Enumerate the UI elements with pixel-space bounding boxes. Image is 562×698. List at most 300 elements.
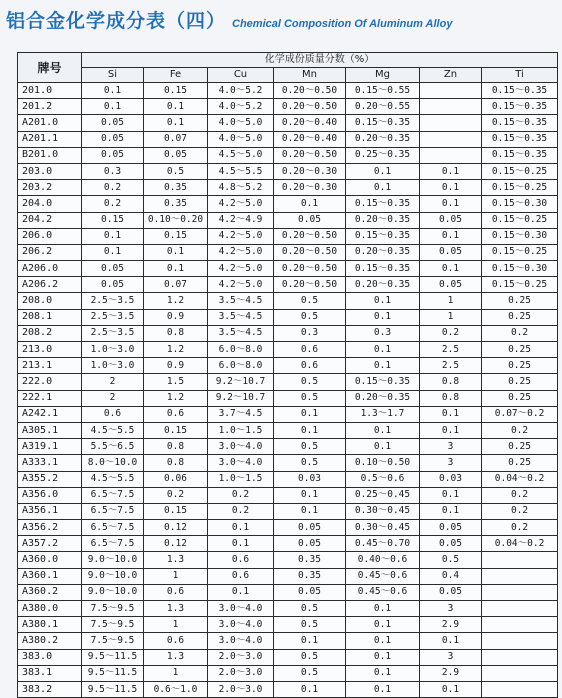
cell-cu: 2.0～3.0 — [208, 681, 274, 697]
cell-mg: 0.40～0.6 — [346, 552, 420, 568]
cell-mg: 0.20～0.55 — [346, 99, 420, 115]
table-row — [18, 455, 558, 471]
cell-cu: 4.2～4.9 — [208, 212, 274, 228]
cell-fe: 1.3 — [144, 649, 208, 665]
cell-si: 0.05 — [82, 261, 144, 277]
cell-zn: 0.1 — [420, 487, 482, 503]
cell-ti: 0.25 — [482, 358, 558, 374]
cell-mg: 0.1 — [346, 681, 420, 697]
cell-fe: 0.8 — [144, 439, 208, 455]
cell-fe: 0.15 — [144, 422, 208, 438]
cell-zn — [420, 115, 482, 131]
cell-mg: 0.20～0.35 — [346, 131, 420, 147]
cell-mg: 0.20～0.35 — [346, 244, 420, 260]
cell-mg: 0.20～0.35 — [346, 390, 420, 406]
page-title: 铝合金化学成分表（四） — [6, 10, 227, 32]
cell-ti: 0.15～0.25 — [482, 244, 558, 260]
cell-si: 2.5～3.5 — [82, 293, 144, 309]
column-header-mn: Mn — [274, 68, 346, 83]
table-row — [18, 358, 558, 374]
cell-zn: 0.05 — [420, 584, 482, 600]
cell-grade: 383.0 — [18, 649, 82, 665]
cell-cu: 4.2～5.0 — [208, 261, 274, 277]
cell-mg: 0.30～0.45 — [346, 503, 420, 519]
cell-ti: 0.2 — [482, 325, 558, 341]
cell-grade: A360.1 — [18, 568, 82, 584]
cell-grade: A206.2 — [18, 277, 82, 293]
cell-mn: 0.6 — [274, 358, 346, 374]
cell-si: 0.2 — [82, 180, 144, 196]
cell-fe: 1.2 — [144, 342, 208, 358]
cell-fe: 0.35 — [144, 180, 208, 196]
cell-zn: 0.05 — [420, 536, 482, 552]
cell-mg: 0.1 — [346, 309, 420, 325]
table-row — [18, 503, 558, 519]
cell-mn: 0.20～0.50 — [274, 277, 346, 293]
cell-mn: 0.5 — [274, 309, 346, 325]
cell-ti: 0.15～0.35 — [482, 131, 558, 147]
cell-si: 2.5～3.5 — [82, 325, 144, 341]
cell-mn: 0.05 — [274, 536, 346, 552]
cell-mn: 0.1 — [274, 487, 346, 503]
cell-si: 6.5～7.5 — [82, 503, 144, 519]
cell-grade: A360.0 — [18, 552, 82, 568]
cell-cu: 3.0～4.0 — [208, 601, 274, 617]
cell-mn: 0.1 — [274, 503, 346, 519]
table-row — [18, 131, 558, 147]
cell-mn: 0.1 — [274, 406, 346, 422]
cell-cu: 6.0～8.0 — [208, 358, 274, 374]
cell-cu: 4.0～5.0 — [208, 131, 274, 147]
cell-si: 7.5～9.5 — [82, 617, 144, 633]
cell-mg: 0.1 — [346, 293, 420, 309]
cell-si: 6.5～7.5 — [82, 520, 144, 536]
cell-zn: 0.05 — [420, 244, 482, 260]
table-row — [18, 665, 558, 681]
cell-mg: 0.45～0.6 — [346, 568, 420, 584]
cell-ti — [482, 568, 558, 584]
cell-mn: 0.5 — [274, 390, 346, 406]
cell-cu: 0.6 — [208, 568, 274, 584]
cell-ti — [482, 584, 558, 600]
cell-grade: A360.2 — [18, 584, 82, 600]
column-header-cu: Cu — [208, 68, 274, 83]
cell-grade: 383.2 — [18, 681, 82, 697]
cell-grade: 222.0 — [18, 374, 82, 390]
cell-si: 2.5～3.5 — [82, 309, 144, 325]
cell-cu: 4.2～5.0 — [208, 277, 274, 293]
cell-mn: 0.20～0.50 — [274, 244, 346, 260]
table-row — [18, 633, 558, 649]
table-row — [18, 552, 558, 568]
cell-cu: 3.5～4.5 — [208, 325, 274, 341]
cell-zn: 0.8 — [420, 390, 482, 406]
cell-fe: 1 — [144, 665, 208, 681]
cell-mg: 0.1 — [346, 358, 420, 374]
cell-mg: 0.15～0.35 — [346, 228, 420, 244]
cell-mg: 0.30～0.45 — [346, 520, 420, 536]
cell-mg: 0.1 — [346, 633, 420, 649]
table-row — [18, 681, 558, 697]
cell-zn: 1 — [420, 293, 482, 309]
table-row — [18, 536, 558, 552]
cell-cu: 9.2～10.7 — [208, 390, 274, 406]
cell-si: 0.05 — [82, 147, 144, 163]
cell-mn: 0.03 — [274, 471, 346, 487]
table-row — [18, 261, 558, 277]
cell-mn: 0.5 — [274, 665, 346, 681]
cell-si: 9.5～11.5 — [82, 649, 144, 665]
cell-zn: 3 — [420, 439, 482, 455]
cell-grade: 203.2 — [18, 180, 82, 196]
cell-zn: 0.1 — [420, 422, 482, 438]
table-row — [18, 471, 558, 487]
cell-si: 2 — [82, 374, 144, 390]
cell-fe: 0.5 — [144, 163, 208, 179]
cell-grade: 204.0 — [18, 196, 82, 212]
cell-fe: 0.1 — [144, 99, 208, 115]
cell-cu: 4.0～5.2 — [208, 83, 274, 99]
column-header-mg: Mg — [346, 68, 420, 83]
cell-ti: 0.25 — [482, 439, 558, 455]
cell-grade: 208.1 — [18, 309, 82, 325]
cell-ti: 0.15～0.30 — [482, 196, 558, 212]
cell-grade: 204.2 — [18, 212, 82, 228]
cell-ti: 0.15～0.30 — [482, 261, 558, 277]
cell-mn: 0.5 — [274, 649, 346, 665]
cell-cu: 0.1 — [208, 584, 274, 600]
cell-mn: 0.5 — [274, 617, 346, 633]
cell-grade: A356.2 — [18, 520, 82, 536]
cell-mg: 0.1 — [346, 665, 420, 681]
cell-cu: 2.0～3.0 — [208, 649, 274, 665]
page-subtitle-en: Chemical Composition Of Aluminum Alloy — [232, 18, 453, 30]
cell-mg: 0.20～0.35 — [346, 277, 420, 293]
cell-fe: 0.35 — [144, 196, 208, 212]
cell-mn: 0.20～0.40 — [274, 131, 346, 147]
cell-zn: 0.05 — [420, 277, 482, 293]
cell-ti: 0.04～0.2 — [482, 471, 558, 487]
cell-fe: 0.1 — [144, 261, 208, 277]
table-row — [18, 422, 558, 438]
cell-mn: 0.5 — [274, 601, 346, 617]
cell-fe: 0.9 — [144, 309, 208, 325]
cell-si: 0.2 — [82, 196, 144, 212]
cell-mg: 0.1 — [346, 617, 420, 633]
cell-fe: 0.1 — [144, 244, 208, 260]
cell-fe: 0.6 — [144, 633, 208, 649]
cell-grade: A242.1 — [18, 406, 82, 422]
cell-cu: 4.8～5.2 — [208, 180, 274, 196]
cell-mn: 0.3 — [274, 325, 346, 341]
cell-cu: 1.0～1.5 — [208, 422, 274, 438]
cell-mg: 0.1 — [346, 422, 420, 438]
cell-cu: 4.2～5.0 — [208, 196, 274, 212]
cell-cu: 0.1 — [208, 520, 274, 536]
cell-zn: 0.1 — [420, 196, 482, 212]
cell-fe: 0.6～1.0 — [144, 681, 208, 697]
cell-ti: 0.25 — [482, 455, 558, 471]
cell-ti: 0.25 — [482, 374, 558, 390]
cell-si: 0.05 — [82, 115, 144, 131]
cell-si: 1.0～3.0 — [82, 342, 144, 358]
cell-ti: 0.15～0.25 — [482, 180, 558, 196]
table-row — [18, 406, 558, 422]
cell-mn: 0.20～0.50 — [274, 147, 346, 163]
cell-mn: 0.35 — [274, 568, 346, 584]
table-row — [18, 277, 558, 293]
cell-grade: A201.0 — [18, 115, 82, 131]
cell-grade: A206.0 — [18, 261, 82, 277]
cell-grade: 213.1 — [18, 358, 82, 374]
cell-zn: 2.9 — [420, 617, 482, 633]
cell-si: 9.0～10.0 — [82, 568, 144, 584]
cell-mg: 0.25～0.35 — [346, 147, 420, 163]
cell-mg: 0.15～0.35 — [346, 115, 420, 131]
cell-mn: 0.20～0.50 — [274, 83, 346, 99]
cell-si: 8.0～10.0 — [82, 455, 144, 471]
cell-cu: 0.1 — [208, 536, 274, 552]
cell-ti — [482, 681, 558, 697]
cell-grade: A333.1 — [18, 455, 82, 471]
cell-mg: 0.15～0.35 — [346, 374, 420, 390]
cell-ti — [482, 649, 558, 665]
cell-mn: 0.20～0.50 — [274, 99, 346, 115]
cell-zn: 3 — [420, 455, 482, 471]
table-row — [18, 83, 558, 99]
cell-zn: 2.5 — [420, 358, 482, 374]
cell-fe: 0.15 — [144, 503, 208, 519]
cell-grade: 383.1 — [18, 665, 82, 681]
cell-fe: 0.07 — [144, 131, 208, 147]
table-row — [18, 325, 558, 341]
cell-ti — [482, 665, 558, 681]
cell-ti — [482, 552, 558, 568]
column-header-zn: Zn — [420, 68, 482, 83]
cell-si: 0.05 — [82, 277, 144, 293]
cell-mn: 0.5 — [274, 374, 346, 390]
cell-mn: 0.1 — [274, 422, 346, 438]
cell-mn: 0.1 — [274, 681, 346, 697]
composition-group-header: 化学成份质量分数（%） — [82, 53, 558, 68]
cell-zn: 0.03 — [420, 471, 482, 487]
cell-mn: 0.5 — [274, 293, 346, 309]
cell-zn: 0.1 — [420, 406, 482, 422]
cell-fe: 0.6 — [144, 584, 208, 600]
table-row — [18, 99, 558, 115]
cell-si: 4.5～5.5 — [82, 422, 144, 438]
cell-fe: 0.10～0.20 — [144, 212, 208, 228]
cell-si: 9.0～10.0 — [82, 552, 144, 568]
cell-fe: 0.15 — [144, 228, 208, 244]
table-row — [18, 147, 558, 163]
cell-grade: 206.2 — [18, 244, 82, 260]
cell-ti — [482, 617, 558, 633]
table-row — [18, 520, 558, 536]
cell-fe: 0.8 — [144, 455, 208, 471]
cell-cu: 3.0～4.0 — [208, 633, 274, 649]
cell-grade: A356.1 — [18, 503, 82, 519]
cell-fe: 0.07 — [144, 277, 208, 293]
table-row — [18, 568, 558, 584]
composition-table — [17, 52, 558, 698]
cell-cu: 4.5～5.0 — [208, 147, 274, 163]
column-header-fe: Fe — [144, 68, 208, 83]
cell-mn: 0.05 — [274, 520, 346, 536]
cell-fe: 0.8 — [144, 325, 208, 341]
cell-fe: 0.15 — [144, 83, 208, 99]
cell-fe: 0.12 — [144, 520, 208, 536]
cell-grade: 206.0 — [18, 228, 82, 244]
cell-mg: 0.15～0.55 — [346, 83, 420, 99]
column-header-ti: Ti — [482, 68, 558, 83]
cell-grade: A355.2 — [18, 471, 82, 487]
cell-cu: 3.7～4.5 — [208, 406, 274, 422]
cell-grade: A356.0 — [18, 487, 82, 503]
cell-si: 0.05 — [82, 131, 144, 147]
cell-fe: 0.1 — [144, 115, 208, 131]
table-row — [18, 487, 558, 503]
cell-si: 0.1 — [82, 99, 144, 115]
cell-si: 6.5～7.5 — [82, 536, 144, 552]
cell-ti: 0.15～0.35 — [482, 83, 558, 99]
cell-fe: 0.05 — [144, 147, 208, 163]
cell-cu: 4.2～5.0 — [208, 228, 274, 244]
cell-mg: 0.15～0.35 — [346, 261, 420, 277]
cell-cu: 3.0～4.0 — [208, 455, 274, 471]
cell-grade: A380.2 — [18, 633, 82, 649]
cell-si: 4.5～5.5 — [82, 471, 144, 487]
cell-fe: 1 — [144, 568, 208, 584]
cell-cu: 0.2 — [208, 503, 274, 519]
cell-zn: 0.5 — [420, 552, 482, 568]
cell-zn: 2.9 — [420, 665, 482, 681]
cell-si: 7.5～9.5 — [82, 633, 144, 649]
cell-cu: 3.0～4.0 — [208, 617, 274, 633]
cell-si: 0.1 — [82, 83, 144, 99]
cell-grade: 208.2 — [18, 325, 82, 341]
cell-grade: 203.0 — [18, 163, 82, 179]
cell-grade: A380.1 — [18, 617, 82, 633]
table-row — [18, 228, 558, 244]
cell-ti — [482, 601, 558, 617]
table-row — [18, 584, 558, 600]
cell-fe: 1.2 — [144, 390, 208, 406]
cell-mg: 0.1 — [346, 180, 420, 196]
cell-mn: 0.05 — [274, 212, 346, 228]
cell-cu: 4.0～5.0 — [208, 115, 274, 131]
cell-fe: 1.3 — [144, 552, 208, 568]
cell-ti: 0.15～0.25 — [482, 163, 558, 179]
cell-cu: 2.0～3.0 — [208, 665, 274, 681]
table-row — [18, 180, 558, 196]
cell-mg: 0.3 — [346, 325, 420, 341]
cell-zn — [420, 131, 482, 147]
cell-fe: 0.12 — [144, 536, 208, 552]
cell-ti: 0.25 — [482, 309, 558, 325]
cell-zn: 1 — [420, 309, 482, 325]
column-header-si: Si — [82, 68, 144, 83]
cell-ti: 0.15～0.30 — [482, 228, 558, 244]
cell-grade: B201.0 — [18, 147, 82, 163]
table-row — [18, 163, 558, 179]
cell-ti: 0.2 — [482, 487, 558, 503]
cell-cu: 4.0～5.2 — [208, 99, 274, 115]
cell-zn: 0.1 — [420, 633, 482, 649]
cell-cu: 0.2 — [208, 487, 274, 503]
cell-cu: 1.0～1.5 — [208, 471, 274, 487]
brand-column-header: 牌号 — [18, 53, 82, 83]
cell-mg: 0.15～0.35 — [346, 196, 420, 212]
cell-ti: 0.15～0.35 — [482, 147, 558, 163]
cell-zn: 0.1 — [420, 261, 482, 277]
cell-mg: 0.20～0.35 — [346, 212, 420, 228]
table-row — [18, 309, 558, 325]
cell-cu: 9.2～10.7 — [208, 374, 274, 390]
cell-si: 5.5～6.5 — [82, 439, 144, 455]
cell-zn: 3 — [420, 601, 482, 617]
cell-mn: 0.20～0.30 — [274, 180, 346, 196]
cell-mn: 0.6 — [274, 342, 346, 358]
cell-mg: 1.3～1.7 — [346, 406, 420, 422]
cell-si: 0.15 — [82, 212, 144, 228]
cell-ti: 0.2 — [482, 520, 558, 536]
cell-ti: 0.15～0.25 — [482, 277, 558, 293]
cell-fe: 0.9 — [144, 358, 208, 374]
cell-si: 0.1 — [82, 228, 144, 244]
table-row — [18, 196, 558, 212]
cell-cu: 4.5～5.5 — [208, 163, 274, 179]
cell-si: 9.5～11.5 — [82, 665, 144, 681]
cell-ti: 0.15～0.35 — [482, 99, 558, 115]
cell-mn: 0.1 — [274, 196, 346, 212]
cell-mg: 0.1 — [346, 439, 420, 455]
cell-grade: 222.1 — [18, 390, 82, 406]
cell-mg: 0.45～0.6 — [346, 584, 420, 600]
cell-fe: 1 — [144, 617, 208, 633]
cell-zn: 0.1 — [420, 681, 482, 697]
cell-ti: 0.07～0.2 — [482, 406, 558, 422]
cell-mg: 0.1 — [346, 601, 420, 617]
cell-grade: 201.2 — [18, 99, 82, 115]
cell-mn: 0.05 — [274, 584, 346, 600]
cell-si: 6.5～7.5 — [82, 487, 144, 503]
cell-ti: 0.2 — [482, 422, 558, 438]
cell-fe: 1.2 — [144, 293, 208, 309]
cell-zn: 3 — [420, 649, 482, 665]
cell-zn: 0.8 — [420, 374, 482, 390]
cell-cu: 6.0～8.0 — [208, 342, 274, 358]
cell-zn: 0.1 — [420, 228, 482, 244]
table-body — [18, 83, 558, 698]
cell-ti — [482, 633, 558, 649]
cell-zn: 0.1 — [420, 163, 482, 179]
cell-grade: A201.1 — [18, 131, 82, 147]
cell-fe: 1.5 — [144, 374, 208, 390]
cell-si: 2 — [82, 390, 144, 406]
cell-cu: 3.0～4.0 — [208, 439, 274, 455]
cell-si: 1.0～3.0 — [82, 358, 144, 374]
cell-zn: 0.05 — [420, 212, 482, 228]
cell-si: 7.5～9.5 — [82, 601, 144, 617]
cell-grade: A305.1 — [18, 422, 82, 438]
cell-zn: 0.4 — [420, 568, 482, 584]
cell-mg: 0.1 — [346, 649, 420, 665]
cell-mn: 0.20～0.30 — [274, 163, 346, 179]
cell-cu: 3.5～4.5 — [208, 293, 274, 309]
table-row — [18, 649, 558, 665]
cell-mn: 0.20～0.50 — [274, 228, 346, 244]
